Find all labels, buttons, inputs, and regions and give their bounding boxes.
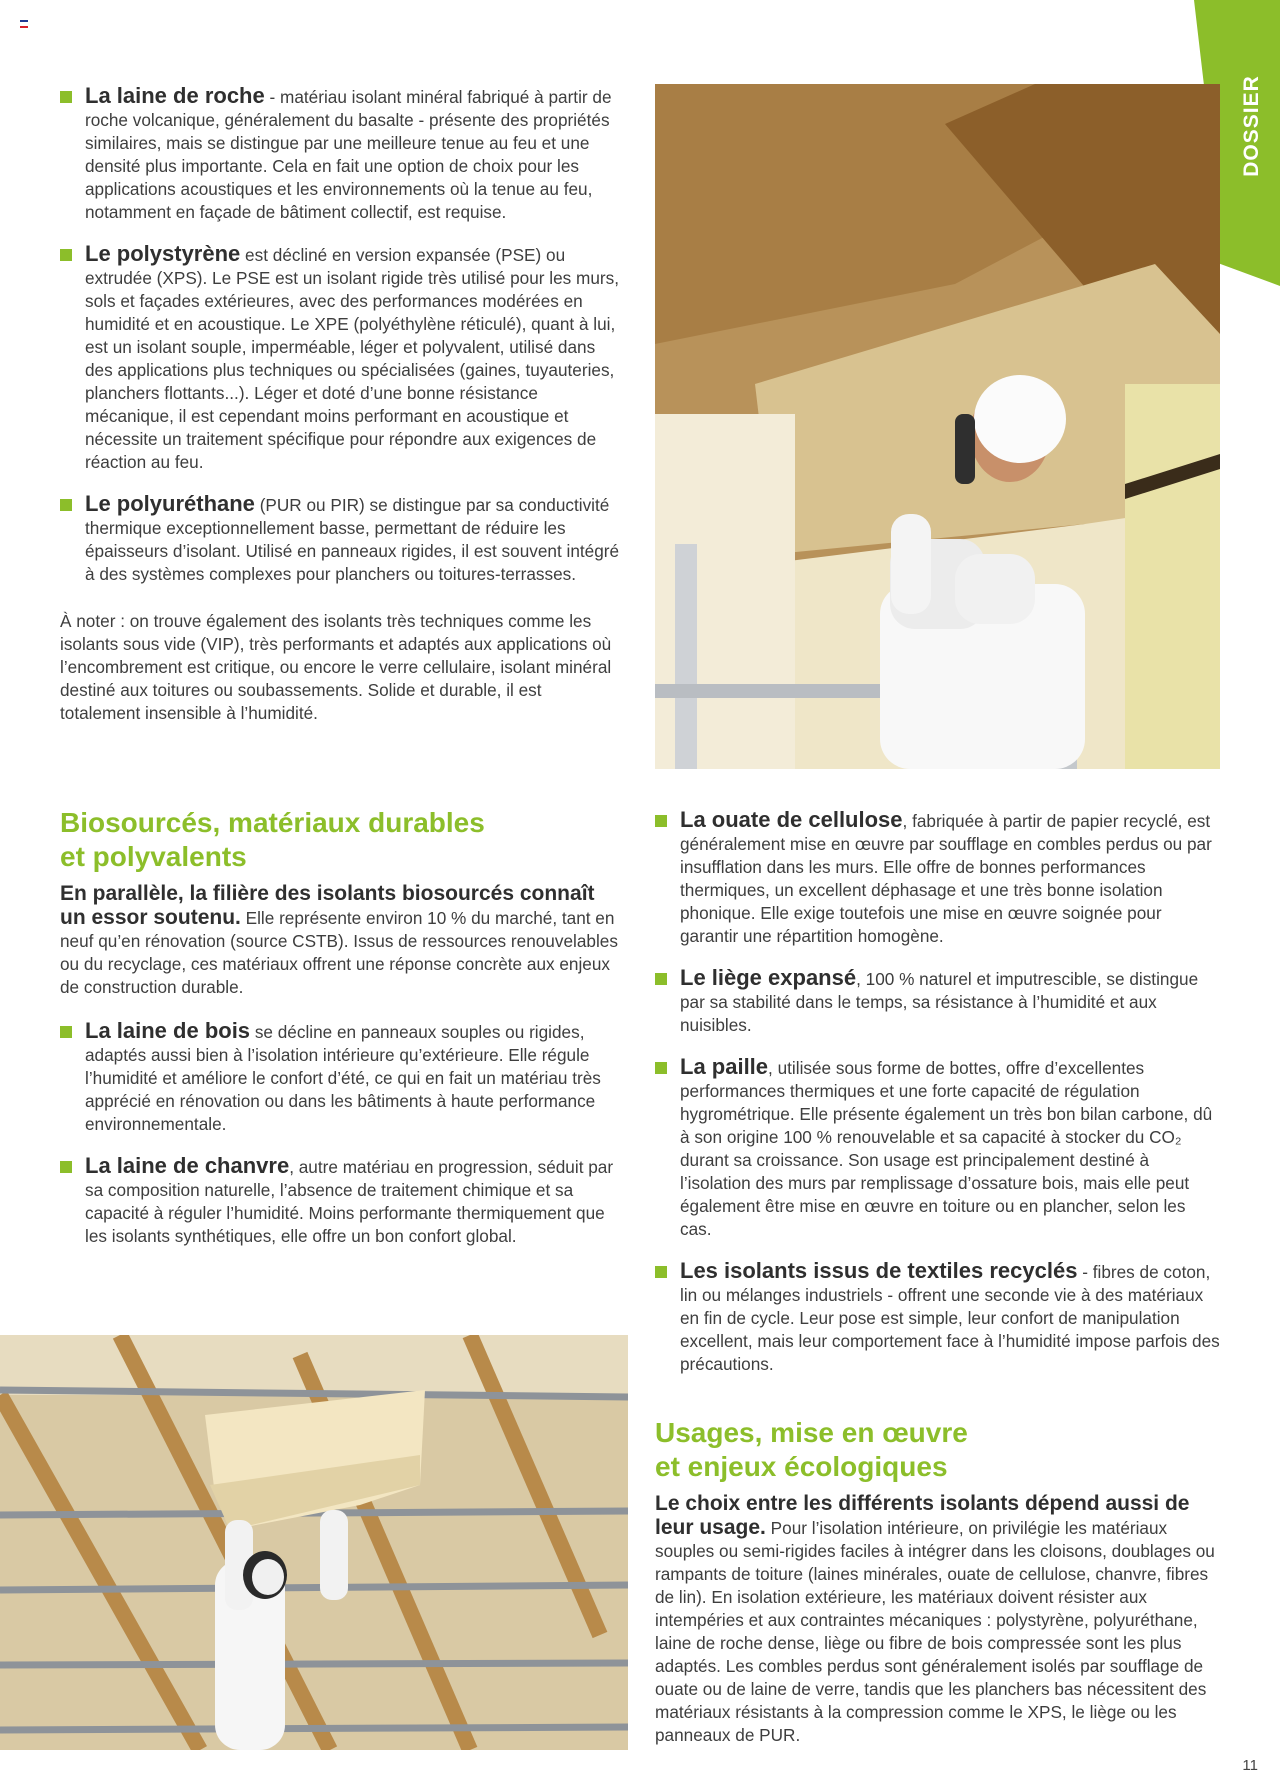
list-item: [60, 242, 620, 474]
item-lead: Le liège expansé: [680, 965, 857, 990]
section-heading: Biosourcés, matériaux durables et polyvalents: [60, 807, 485, 872]
item-lead: La laine de roche: [85, 83, 265, 108]
item-lead: La laine de bois: [85, 1018, 251, 1043]
square-bullet-icon: [655, 1266, 667, 1278]
right-column: [655, 808, 1220, 1394]
list-item: [655, 966, 1220, 1037]
list-item: [655, 808, 1220, 948]
note-paragraph: À noter : on trouve également des isolants très techniques comme les isolants sous vide (VIP), très performants et adaptés aux applications où l’encombrement est critique, ou encore le verre cellulaire, isolant minéral destiné aux toitures ou soubassements. Solide et durable, il est totalement insensible à l’humidité.: [60, 611, 612, 723]
biosources-section: [60, 806, 620, 1266]
list-item: [655, 1259, 1220, 1376]
section-intro: En parallèle, la filière des isolants biosourcés connaît un essor soutenu. Elle représente environ 10 % du marché, tant en neuf qu’en rénovation (source CSTB). Issus de ressources renouvelables ou du recyclage, ces matériaux offrent une réponse concrète aux enjeux de construction durable.: [60, 882, 618, 997]
item-lead: Le polystyrène: [85, 241, 241, 266]
section-intro: Le choix entre les différents isolants dépend aussi de leur usage. Pour l’isolation intérieure, on privilégie les matériaux souples ou semi-rigides faciles à intégrer dans les cloisons, doublages ou rampants de toiture (laines minérales, ouate de cellulose, chanvre, fibres de lin). En isolation extérieure, les matériaux doivent résister aux intempéries et aux contraintes mécaniques : polystyrène, polyuréthane, laine de roche dense, liège ou fibre de bois compressée sont les plus adaptés. Les combles perdus sont généralement isolés par soufflage de ouate ou de laine de verre, tandis que les planchers bas nécessitent des matériaux résistants à la compression comme le XPS, le liège ou les panneaux de PUR.: [655, 1492, 1215, 1745]
item-lead: La paille: [680, 1054, 769, 1079]
usages-section: [655, 1416, 1220, 1747]
list-item: [60, 1154, 620, 1248]
item-text: se décline en panneaux souples ou rigides, adaptés aussi bien à l’isolation intérieure qu’extérieure. Elle régule l’humidité et améliore le confort d’été, ce qui en fait un matériau très apprécié en rénovation ou dans les bâtiments à haute performance environnementale.: [85, 1022, 601, 1134]
item-lead: La ouate de cellulose: [680, 807, 903, 832]
item-text: , 100 % naturel et imputrescible, se distingue par sa stabilité dans le temps, sa résistance à l’humidité et aux nuisibles.: [680, 969, 1199, 1035]
corner-mark: [20, 20, 28, 28]
item-text: est décliné en version expansée (PSE) ou extrudée (XPS). Le PSE est un isolant rigide très utilisé pour les murs, sols et façades extérieures, avec des performances modérées en humidité et en acoustique. Le XPE (polyéthylène réticulé), quant à lui, est un isolant souple, imperméable, léger et polyvalent, utilisé dans des applications plus techniques ou spécialisées (gaines, tuyauteries, planchers flottants...). Léger et doté d’une bonne résistance mécanique, il est cependant moins performant en acoustique et nécessite un traitement spécifique pour répondre aux exigences de réaction au feu.: [85, 245, 620, 472]
item-lead: Les isolants issus de textiles recyclés: [680, 1258, 1078, 1283]
square-bullet-icon: [655, 1062, 667, 1074]
item-text: - fibres de coton, lin ou mélanges industriels - offrent une seconde vie à des matériaux en fin de cycle. Leur pose est simple, leur confort de manipulation excellent, mais leur comportement face à l’humidité impose parfois des précautions.: [680, 1262, 1220, 1374]
square-bullet-icon: [60, 499, 72, 511]
item-text: - matériau isolant minéral fabriqué à partir de roche volcanique, généralement du basalte - présente des propriétés similaires, mais se distingue par une meilleure tenue au feu et une densité plus importante. Cela en fait une option de choix pour les applications acoustiques et les environnements où la tenue au feu, notamment en façade de bâtiment collectif, est requise.: [85, 87, 612, 222]
photo-ceiling-installation: [655, 84, 1220, 769]
list-item: [60, 1019, 620, 1136]
section-heading: Usages, mise en œuvre et enjeux écologiques: [655, 1417, 968, 1482]
item-text: , utilisée sous forme de bottes, offre d’excellentes performances thermiques et une forte capacité de régulation hygrométrique. Elle présente également un très bon bilan carbone, dû à son origine 100 % renouvelable et sa capacité à stocker du CO₂ durant sa croissance. Son usage est principalement destiné à l’isolation des murs par remplissage d’ossature bois, mais elle peut également être mise en œuvre en toiture ou en plancher, selon les cas.: [680, 1058, 1213, 1239]
item-text: (PUR ou PIR) se distingue par sa conductivité thermique exceptionnellement basse, permettant de réduire les épaisseurs d’isolant. Utilisé en panneaux rigides, il est souvent intégré à des systèmes complexes pour planchers ou toitures-terrasses.: [85, 495, 620, 584]
photo-roof-insulation: [0, 1335, 628, 1750]
list-item: [60, 84, 620, 224]
item-lead: Le polyuréthane: [85, 491, 255, 516]
square-bullet-icon: [655, 815, 667, 827]
item-lead: La laine de chanvre: [85, 1153, 290, 1178]
left-top-column: [60, 84, 620, 725]
section-tab-label: DOSSIER: [1240, 75, 1263, 177]
item-text: , fabriquée à partir de papier recyclé, est généralement mise en œuvre par soufflage en combles perdus ou par insufflation dans les murs. Elle offre de bonnes performances thermiques, un excellent déphasage et une très bonne isolation phonique. Elle exige toutefois une mise en œuvre soignée pour garantir une répartition homogène.: [680, 811, 1212, 946]
list-item: [655, 1055, 1220, 1241]
square-bullet-icon: [655, 973, 667, 985]
page-number: 11: [1242, 1757, 1258, 1774]
square-bullet-icon: [60, 1161, 72, 1173]
square-bullet-icon: [60, 91, 72, 103]
list-item: [60, 492, 620, 586]
item-text: , autre matériau en progression, séduit par sa composition naturelle, l’absence de traitement chimique et sa capacité à réguler l’humidité. Moins performante thermiquement que les isolants synthétiques, elle offre un bon confort global.: [85, 1157, 614, 1246]
square-bullet-icon: [60, 249, 72, 261]
square-bullet-icon: [60, 1026, 72, 1038]
